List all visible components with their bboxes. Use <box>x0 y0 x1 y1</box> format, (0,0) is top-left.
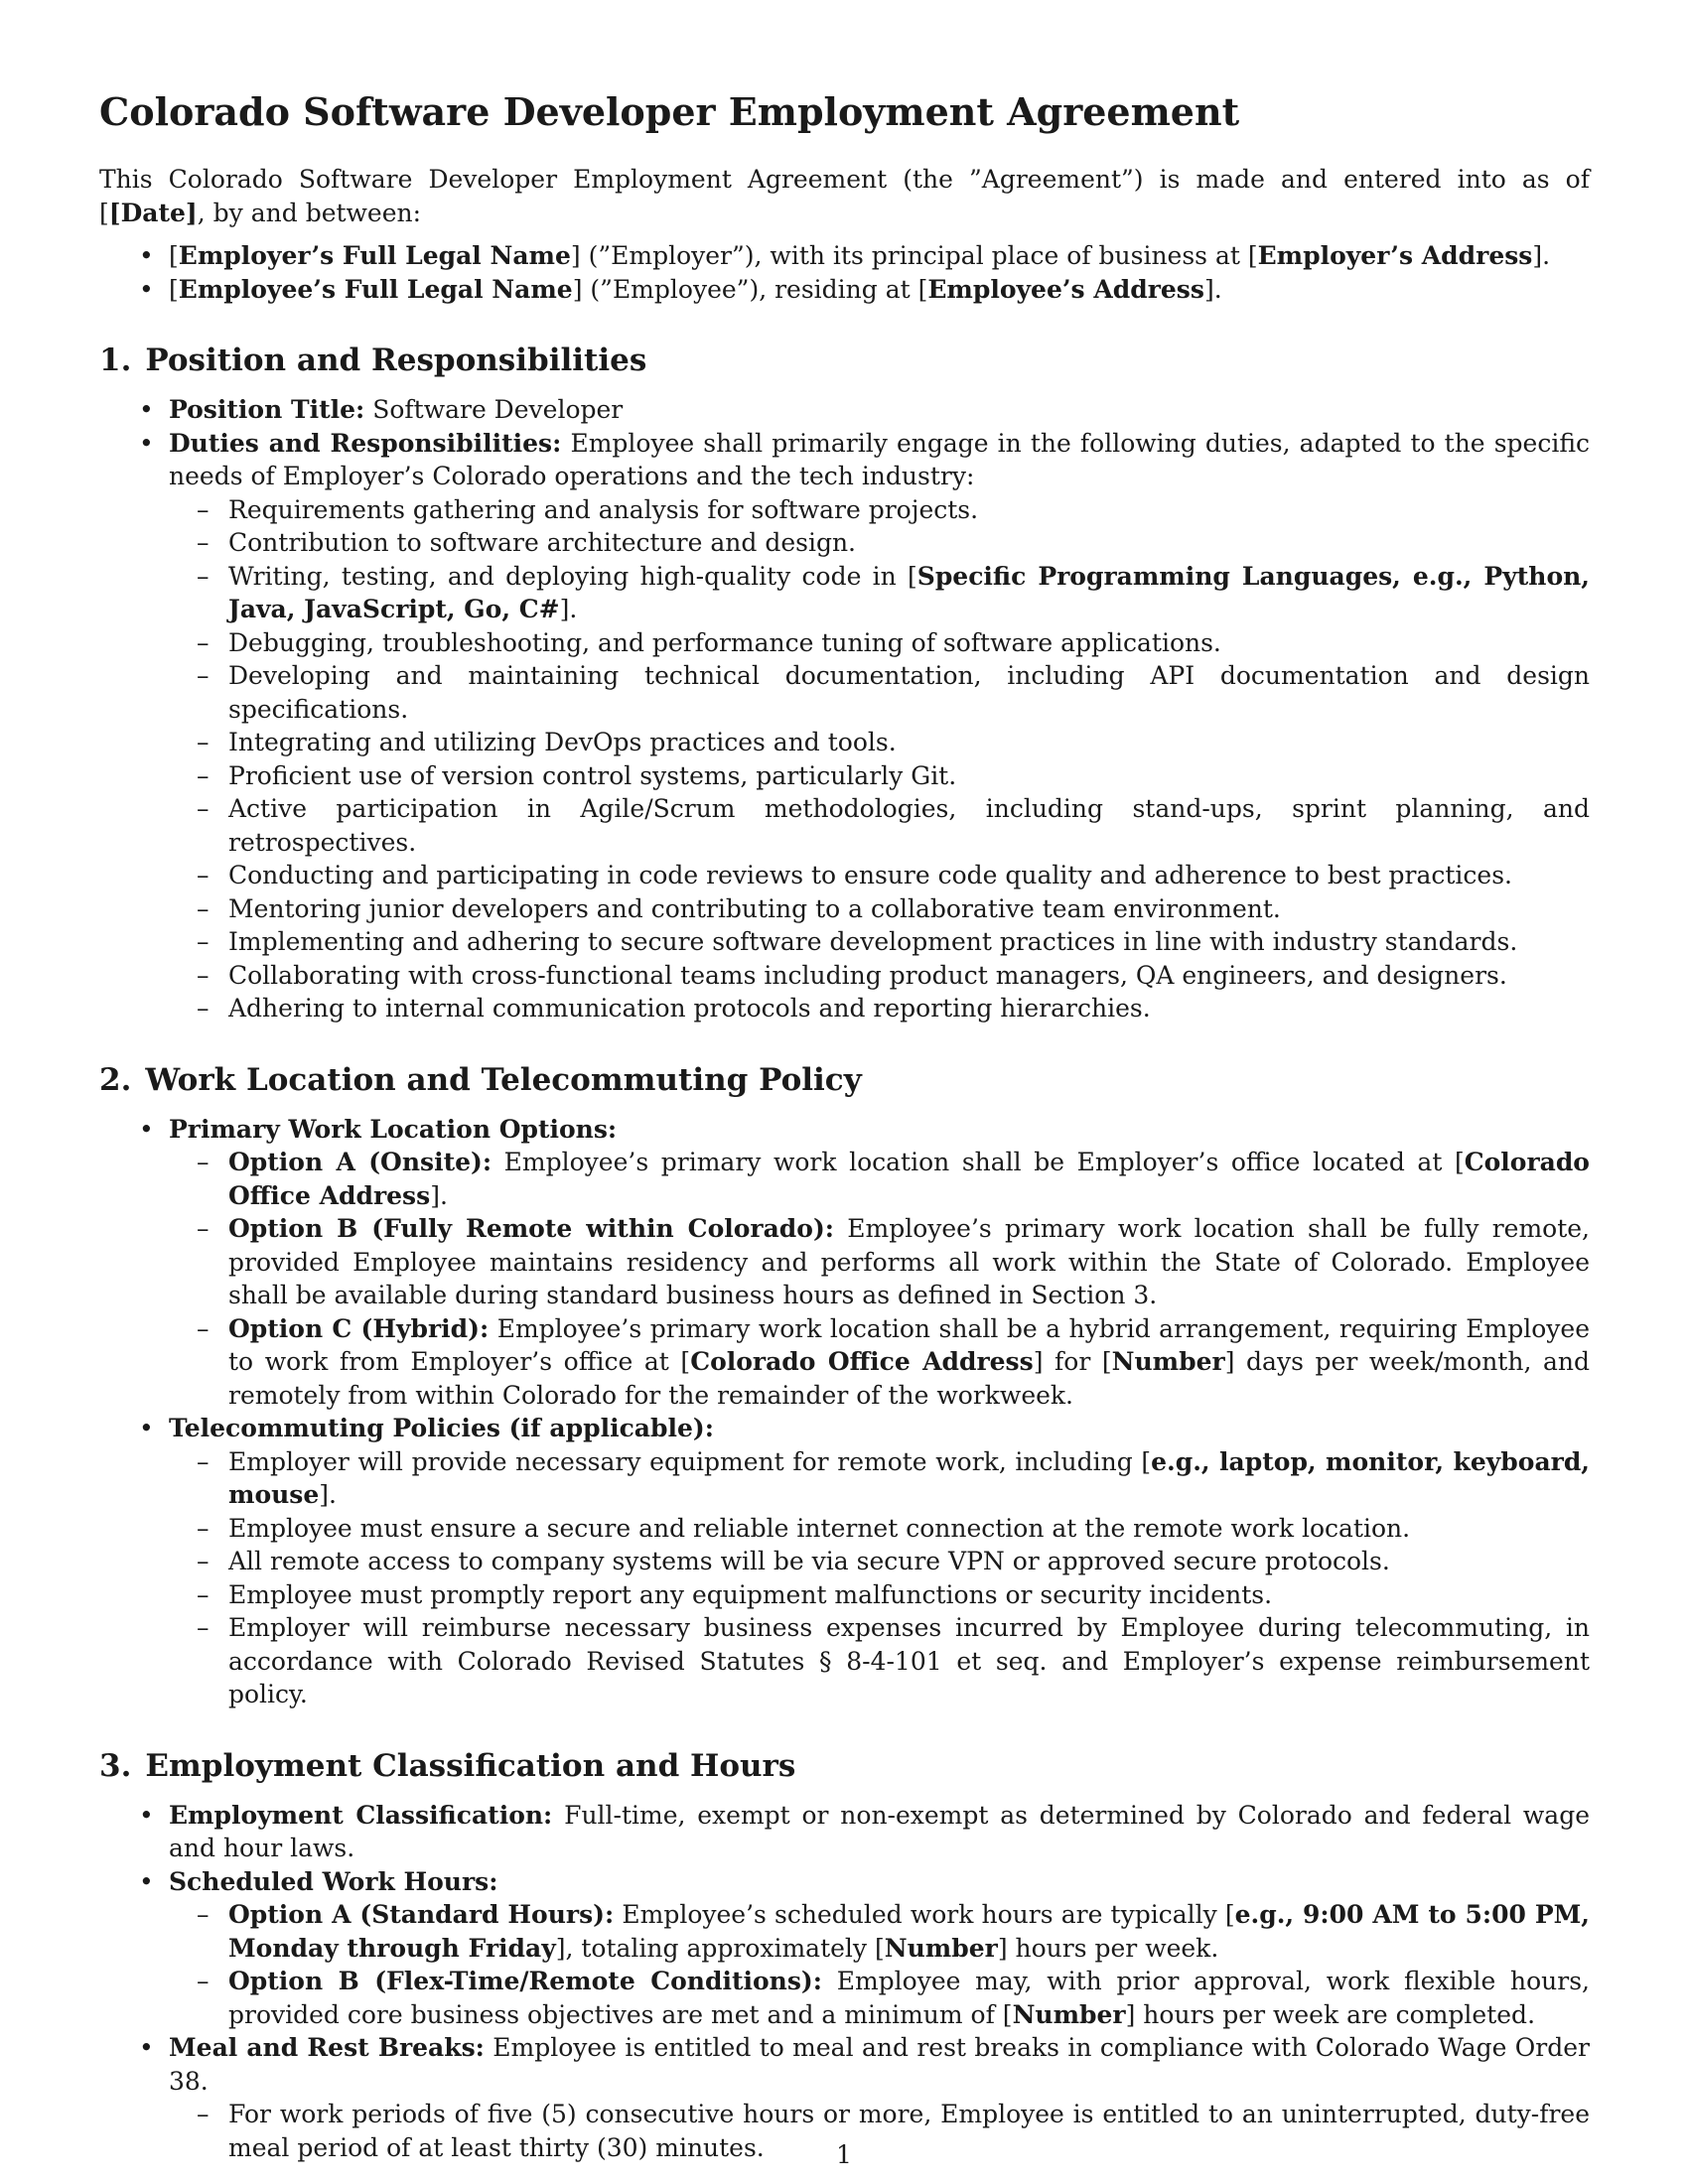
office-address-placeholder: Colorado Office Address <box>228 1148 1590 1210</box>
section-title: Employment Classification and Hours <box>145 1747 796 1784</box>
office-address-placeholder: Colorado Office Address <box>690 1347 1034 1376</box>
bracket: [ <box>169 274 179 304</box>
work-hours-item <box>99 1865 1590 2032</box>
item-label: Position Title: <box>169 395 365 424</box>
section-title: Work Location and Telecommuting Policy <box>145 1061 862 1098</box>
list-item: – Proficient use of version control systems, particularly Git. <box>169 759 1590 793</box>
item-text: Employee may, with prior approval, work flexible hours, provided core business objectives are met and a minimum of [ <box>228 1967 1591 2029</box>
item-text-end: ] hours per week are completed. <box>1125 1999 1536 2029</box>
item-text: ], totaling approximately [ <box>555 1933 885 1963</box>
option-label: Option C (Hybrid): <box>228 1313 490 1343</box>
position-title-item <box>99 393 1590 427</box>
list-item <box>169 560 1590 626</box>
item-text-end: ]. <box>430 1180 448 1210</box>
item-text: Full-time, exempt or non-exempt as determined by Colorado and federal wage and hour laws. <box>169 1800 1591 1862</box>
list-item: – Debugging, troubleshooting, and performance tuning of software applications. <box>169 626 1590 660</box>
list-item: – Requirements gathering and analysis for software projects. <box>169 493 1590 527</box>
option-label: Option A (Onsite): <box>228 1148 492 1176</box>
section-2-heading <box>99 1059 1590 1101</box>
item-label: Scheduled Work Hours: <box>169 1866 498 1896</box>
intro-text: This Colorado Software Developer Employment Agreement (the ”Agreement”) is made and entered into as of <box>99 165 1590 194</box>
party-employer <box>99 239 1590 273</box>
item-text-end: ] hours per week. <box>997 1933 1219 1963</box>
option-label: Option B (Flex-Time/Remote Conditions): <box>228 1967 822 1995</box>
list-item: – Mentoring junior developers and contributing to a collaborative team environment. <box>169 892 1590 926</box>
date-placeholder: [Date] <box>108 198 198 227</box>
item-text: Employee’s primary work location shall be a hybrid arrangement, requiring Employee to work from Employer’s office at [ <box>228 1313 1590 1376</box>
duties-item <box>99 427 1590 1025</box>
hours-options-sublist <box>169 1898 1590 2031</box>
item-label: Primary Work Location Options: <box>169 1114 618 1144</box>
employer-address-placeholder: Employer’s Address <box>1257 241 1533 270</box>
party-text: ] (”Employee”), residing at [ <box>572 274 928 304</box>
work-location-item <box>99 1113 1590 1413</box>
section-2-list <box>99 1113 1590 1711</box>
list-item: – Integrating and utilizing DevOps practices and tools. <box>169 726 1590 759</box>
list-item: – Contribution to software architecture and design. <box>169 526 1590 560</box>
list-item: – Collaborating with cross-functional teams including product managers, QA engineers, and designers. <box>169 959 1590 993</box>
item-text: Employee is entitled to meal and rest breaks in compliance with Colorado Wage Order 38. <box>169 2033 1591 2096</box>
list-item: – Employee must ensure a secure and reliable internet connection at the remote work location. <box>169 1512 1590 1546</box>
location-options-sublist <box>169 1146 1590 1412</box>
classification-item <box>99 1799 1590 1865</box>
list-item <box>169 1445 1590 1512</box>
document-title: Colorado Software Developer Employment Agreement <box>99 89 1240 134</box>
list-item <box>169 1312 1590 1413</box>
employer-name-placeholder: Employer’s Full Legal Name <box>178 241 571 270</box>
list-item: – Conducting and participating in code reviews to ensure code quality and adherence to best practices. <box>169 859 1590 892</box>
section-number: 1. <box>99 342 132 378</box>
section-3-heading <box>99 1745 1590 1787</box>
page-number: 1 <box>836 2140 852 2169</box>
document-page <box>99 85 1590 2164</box>
item-label: Duties and Responsibilities: <box>169 428 562 458</box>
option-label: Option B (Fully Remote within Colorado): <box>228 1214 835 1243</box>
item-text: Writing, testing, and deploying high-quality code in [ <box>228 561 917 591</box>
list-item: – Adhering to internal communication protocols and reporting hierarchies. <box>169 992 1590 1025</box>
section-number: 2. <box>99 1061 132 1098</box>
party-employee <box>99 273 1590 307</box>
number-placeholder: Number <box>1111 1347 1225 1376</box>
item-label: Employment Classification: <box>169 1800 553 1830</box>
list-item: – All remote access to company systems will be via secure VPN or approved secure protocols. <box>169 1545 1590 1578</box>
parties-list <box>99 239 1590 306</box>
item-text: Employee’s primary work location shall be fully remote, provided Employee maintains residency and performs all work within the State of Colorado. Employee shall be available during standard business hours as defined in Section 3. <box>228 1214 1590 1309</box>
list-item: – Employee must promptly report any equipment malfunctions or security incidents. <box>169 1578 1590 1612</box>
employee-name-placeholder: Employee’s Full Legal Name <box>178 274 573 304</box>
item-text: Employee shall primarily engage in the following duties, adapted to the specific needs of Employer’s Colorado operations and the tech industry: <box>169 428 1591 490</box>
section-1-list <box>99 393 1590 1025</box>
section-number: 3. <box>99 1747 132 1784</box>
duties-sublist <box>169 493 1590 1025</box>
intro-paragraph: This Colorado Software Developer Employment Agreement (the ”Agreement”) is made and entered into as of [[Date], by and between: <box>99 165 1590 227</box>
bracket: [ <box>169 241 179 270</box>
item-text-end: ]. <box>559 595 578 623</box>
item-text: Employee’s primary work location shall be Employer’s office located at [ <box>492 1148 1465 1176</box>
equipment-placeholder: e.g., laptop, monitor, keyboard, mouse <box>228 1446 1591 1509</box>
number-placeholder: Number <box>884 1933 998 1963</box>
item-label: Meal and Rest Breaks: <box>169 2033 485 2062</box>
item-label: Telecommuting Policies (if applicable): <box>169 1414 714 1442</box>
item-text-end: ]. <box>319 1480 337 1509</box>
list-item: – For work periods of five (5) consecutive hours or more, Employee is entitled to an uninterrupted, duty-free meal period of at least thirty (30) minutes. <box>169 2098 1590 2164</box>
languages-placeholder: Specific Programming Languages, e.g., Python, Java, JavaScript, Go, C# <box>228 561 1590 623</box>
item-text: Employer will provide necessary equipment for remote work, including [ <box>228 1446 1152 1476</box>
item-text: Software Developer <box>364 395 624 424</box>
telecommuting-item <box>99 1412 1590 1711</box>
list-item: – Implementing and adhering to secure software development practices in line with industry standards. <box>169 925 1590 959</box>
hours-placeholder: e.g., 9:00 AM to 5:00 PM, Monday through Friday <box>228 1900 1590 1963</box>
party-text-end: ]. <box>1203 274 1222 304</box>
party-text-end: ]. <box>1532 241 1551 270</box>
list-item <box>169 1965 1590 2031</box>
number-placeholder: Number <box>1012 1999 1126 2029</box>
section-title: Position and Responsibilities <box>145 342 647 378</box>
list-item <box>169 1146 1590 1212</box>
item-text: Employee’s scheduled work hours are typically [ <box>614 1900 1235 1929</box>
list-item <box>169 1212 1590 1312</box>
list-item: – Developing and maintaining technical documentation, including API documentation and design specifications. <box>169 659 1590 726</box>
intro-text-end: , by and between: <box>197 198 422 227</box>
list-item <box>169 1898 1590 1965</box>
party-text: ] (”Employer”), with its principal place of business at [ <box>570 241 1258 270</box>
section-3-list <box>99 1799 1590 2165</box>
list-item: – Active participation in Agile/Scrum methodologies, including stand-ups, sprint planning, and retrospectives. <box>169 792 1590 859</box>
option-label: Option A (Standard Hours): <box>228 1900 615 1929</box>
list-item: – Employer will reimburse necessary business expenses incurred by Employee during telecommuting, in accordance with Colorado Revised Statutes § 8-4-101 et seq. and Employer’s expense reimbursement policy. <box>169 1611 1590 1711</box>
telecommuting-sublist <box>169 1445 1590 1711</box>
employee-address-placeholder: Employee’s Address <box>927 274 1204 304</box>
item-text: ] for [ <box>1033 1347 1112 1376</box>
item-text-end: ] days per week/month, and remotely from within Colorado for the remainder of the workweek. <box>228 1347 1590 1410</box>
section-1-heading <box>99 340 1590 381</box>
